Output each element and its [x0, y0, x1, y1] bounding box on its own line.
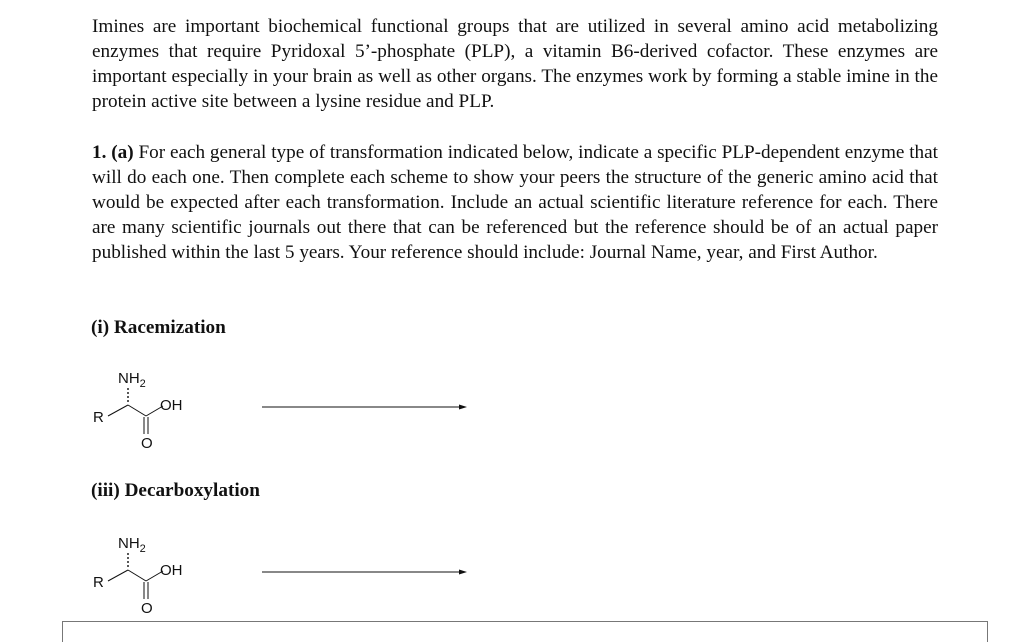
intro-paragraph: Imines are important biochemical functional groups that are utilized in several amino acid metabolizing enzymes that require Pyridoxal 5’-phosphate (PLP), a vitamin B6-derived cofactor. These enzymes are important especially in your brain as well as other organs. The enzymes work by forming a stable imine in the protein active site between a lysine residue and PLP.: [92, 16, 938, 112]
r-bond: [108, 570, 128, 581]
r-group-label: R: [93, 409, 104, 426]
section-title-decarboxylation: (iii) Decarboxylation: [91, 480, 260, 501]
carbonyl-oxygen-label: O: [141, 435, 153, 452]
answer-box-edge: [62, 621, 988, 642]
racemization-scheme: [80, 360, 480, 460]
amine-label: $NH_2$: [118, 535, 146, 555]
r-bond: [108, 405, 128, 416]
hydroxyl-label: OH: [160, 397, 183, 414]
carbonyl-oxygen-label: O: [141, 600, 153, 617]
amino-acid-structure: [93, 370, 183, 452]
r-group-label: R: [93, 574, 104, 591]
hydroxyl-label: OH: [160, 562, 183, 579]
decarboxylation-scheme: [80, 525, 480, 625]
arrow-head: [459, 405, 467, 410]
amino-acid-structure: [93, 535, 183, 617]
reaction-arrow: [262, 405, 467, 410]
reaction-arrow: [262, 570, 467, 575]
section-title-racemization: (i) Racemization: [91, 317, 226, 338]
c-c-bond: [128, 570, 146, 581]
c-c-bond: [128, 405, 146, 416]
question-number: 1. (a): [92, 142, 134, 163]
question-text: For each general type of transformation indicated below, indicate a specific PLP-dependent enzyme that will do each one. Then complete each scheme to show your peers the structure of the generic amino acid that would be expected after each transformation. Include an actual scientific literature reference for each. There are many scientific journals out there that can be referenced but the reference should be of an actual paper published within the last 5 years. Your reference should include: Journal Name, year, and First Author.: [92, 142, 939, 263]
question-paragraph: [92, 140, 938, 265]
amine-label: $NH_2$: [118, 370, 146, 390]
arrow-head: [459, 570, 467, 575]
